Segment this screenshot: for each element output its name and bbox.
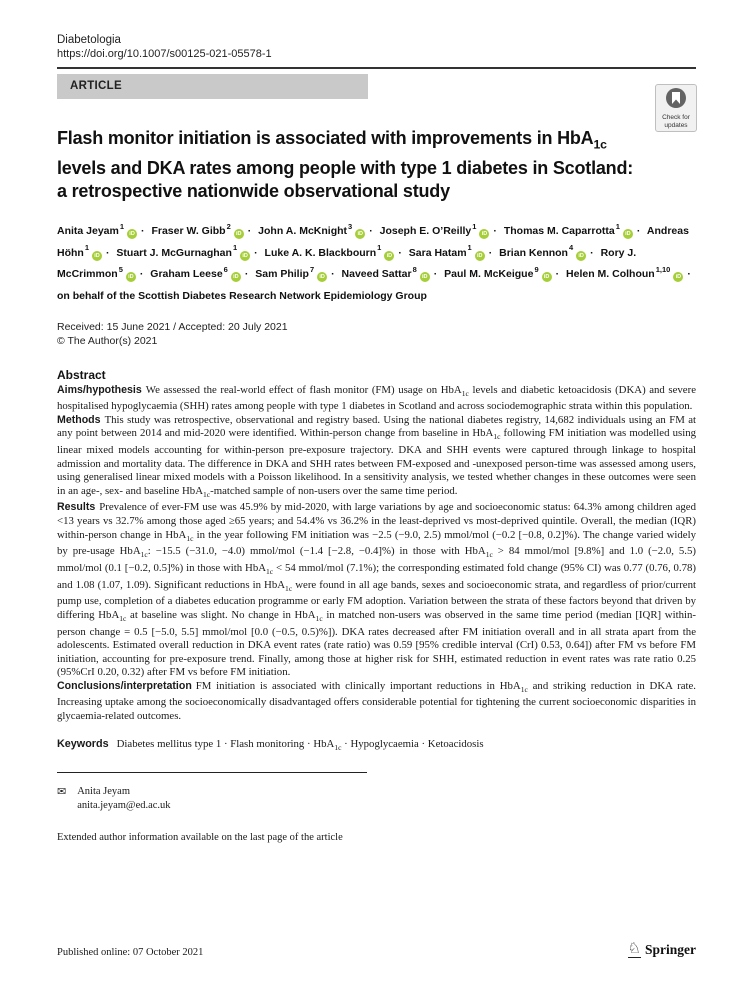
author bbox=[499, 243, 598, 259]
orcid-icon[interactable]: iD bbox=[673, 272, 683, 282]
author-affiliation-number: 1 bbox=[232, 243, 238, 253]
author-separator: · bbox=[636, 225, 641, 238]
orcid-icon[interactable]: iD bbox=[542, 272, 552, 282]
author-affiliation-number: 1 bbox=[119, 221, 125, 231]
author bbox=[264, 243, 406, 259]
author-name: Brian Kennon bbox=[499, 246, 568, 259]
author-affiliation-number: 2 bbox=[226, 221, 231, 231]
journal-name: Diabetologia bbox=[57, 34, 121, 46]
author-name: Stuart J. McGurnaghan bbox=[116, 246, 232, 259]
keywords-list: Diabetes mellitus type 1 · Flash monitoring · HbA$_{1c}$ · Hypoglycaemia · Ketoacidosis bbox=[116, 737, 484, 752]
orcid-icon[interactable]: iD bbox=[127, 229, 137, 239]
author bbox=[341, 264, 442, 281]
author-separator: · bbox=[254, 246, 258, 259]
author-name: Graham Leese bbox=[150, 268, 223, 281]
abstract-aims-text: We assessed the real-world effect of flash monitor (FM) usage on HbA$_{1c}$ levels and diabetic ketoacidosis (DKA) and severe hospitalised hypoglycaemia (SHH) rates among people with type 1 diabetes in Scotland and across sociodemographic strata within this population. bbox=[57, 383, 696, 413]
author-affiliation-number: 3 bbox=[348, 221, 353, 231]
author-name: Andreas Höhn bbox=[57, 225, 689, 259]
author-affiliation-number: 1 bbox=[472, 221, 477, 231]
copyright-line: © The Author(s) 2021 bbox=[57, 334, 158, 347]
published-online-date: Published online: 07 October 2021 bbox=[57, 947, 204, 958]
springer-horse-icon: ♘ bbox=[627, 941, 641, 957]
author-name: Thomas M. Caparrotta bbox=[503, 225, 615, 238]
orcid-icon[interactable]: iD bbox=[92, 251, 102, 261]
orcid-icon[interactable]: iD bbox=[420, 272, 430, 282]
author-separator: · bbox=[141, 225, 145, 238]
author-name: Paul M. McKeigue bbox=[444, 268, 534, 281]
author-separator: · bbox=[687, 268, 691, 281]
orcid-icon[interactable]: iD bbox=[317, 272, 327, 282]
page-header bbox=[57, 34, 696, 129]
author-name: Joseph E. O’Reilly bbox=[379, 225, 472, 238]
article-history bbox=[57, 320, 696, 348]
author-separator: · bbox=[369, 225, 373, 238]
page-footer bbox=[57, 942, 696, 958]
abstract-heading: Abstract bbox=[57, 367, 106, 382]
author-affiliation-number: 1 bbox=[467, 243, 472, 253]
author-list bbox=[57, 219, 696, 305]
abstract-conclusions-text: FM initiation is associated with clinically important reductions in HbA$_{1c}$ and striking reduction in DKA rate. Increasing uptake among the socioeconomically disadvantaged offers considerable potential for tightening the current socioeconomic disparities in glycaemia-related outcomes. bbox=[57, 679, 696, 723]
bookmark-icon bbox=[666, 88, 686, 108]
author-name: Luke A. K. Blackbourn bbox=[264, 246, 377, 259]
author bbox=[408, 243, 496, 259]
check-updates-label bbox=[658, 114, 694, 129]
orcid-icon[interactable]: iD bbox=[475, 251, 485, 261]
author-separator: · bbox=[244, 268, 249, 281]
check-for-updates-button[interactable] bbox=[655, 84, 697, 132]
author-name: John A. McKnight bbox=[258, 225, 348, 238]
author bbox=[258, 221, 377, 238]
author bbox=[151, 221, 255, 238]
article-title: Flash monitor initiation is associated with improvements in HbA$_{1c}$ levels and DKA rates among people with type 1 diabetes in Scotland: a retrospective nationwide observational study bbox=[57, 128, 634, 201]
author-name: Sam Philip bbox=[255, 268, 309, 281]
author bbox=[150, 264, 252, 281]
author-name: on behalf of the Scottish Diabetes Research Network Epidemiology Group bbox=[57, 289, 427, 302]
abstract-methods-text: This study was retrospective, observational and registry based. Using the national diabetes registry, 14,682 individuals using an FM at any point between 2014 and mid-2020 were identified. Within-person change from baseline in HbA$_{1c}$ following FM initiation was modelled using linear mixed models accounting for within-person pre-exposure trajectory. DKA and SHH events were captured through linkage to hospital admission and mortality data. The difference in DKA and SHH rates between FM-exposed and -unexposed person-time was assessed among users, using generalised linear mixed models with a Poisson likelihood. In a sensitivity analysis, we tested whether changes in these outcomes were seen in an age-, sex- and baseline HbA$_{1c}$-matched sample of non-users over the same time period. bbox=[57, 413, 696, 499]
author-separator: · bbox=[106, 246, 110, 259]
author-affiliation-number: 1,10 bbox=[655, 264, 671, 274]
check-updates-line1: Check for bbox=[662, 114, 690, 121]
correspondence-block bbox=[57, 785, 696, 813]
received-accepted-line: Received: 15 June 2021 / Accepted: 20 July 2021 bbox=[57, 320, 288, 333]
author-separator: · bbox=[139, 268, 144, 281]
author-affiliation-number: 8 bbox=[412, 264, 417, 274]
author-affiliation-number: 4 bbox=[568, 243, 574, 253]
abstract-results-paragraph bbox=[57, 501, 696, 679]
keywords-line bbox=[57, 738, 696, 752]
author-separator: · bbox=[590, 246, 594, 259]
abstract-body bbox=[57, 384, 696, 724]
author-affiliation-number: 5 bbox=[118, 264, 123, 274]
footnote-separator bbox=[57, 772, 367, 773]
author bbox=[57, 221, 149, 238]
abstract-results-label: Results bbox=[57, 501, 96, 514]
author bbox=[379, 221, 501, 238]
orcid-icon[interactable]: iD bbox=[623, 229, 633, 239]
header-rule bbox=[57, 67, 696, 69]
author bbox=[57, 290, 436, 302]
author-separator: · bbox=[493, 225, 497, 238]
author bbox=[255, 264, 338, 281]
corresponding-author-email[interactable]: anita.jeyam@ed.ac.uk bbox=[77, 799, 171, 811]
orcid-icon[interactable]: iD bbox=[240, 251, 250, 261]
author-separator: · bbox=[433, 268, 438, 281]
author-separator: · bbox=[247, 225, 252, 238]
orcid-icon[interactable]: iD bbox=[384, 251, 394, 261]
orcid-icon[interactable]: iD bbox=[231, 272, 241, 282]
check-updates-line2: updates bbox=[664, 121, 688, 129]
envelope-icon: ✉ bbox=[57, 785, 67, 798]
author-separator: · bbox=[331, 268, 335, 281]
author bbox=[444, 264, 563, 281]
author-name: Sara Hatam bbox=[408, 246, 467, 259]
author-separator: · bbox=[488, 246, 493, 259]
keywords-label: Keywords bbox=[57, 737, 109, 750]
abstract-aims-label: Aims/hypothesis bbox=[57, 383, 142, 396]
correspondence-details bbox=[77, 785, 170, 813]
author-affiliation-number: 9 bbox=[534, 264, 539, 274]
orcid-icon[interactable]: iD bbox=[576, 251, 586, 261]
orcid-icon[interactable]: iD bbox=[355, 229, 365, 239]
abstract-methods-label: Methods bbox=[57, 413, 101, 426]
abstract-methods-paragraph bbox=[57, 414, 696, 502]
author-separator: · bbox=[555, 268, 560, 281]
author bbox=[503, 221, 645, 238]
author-name: Anita Jeyam bbox=[57, 225, 119, 238]
author-affiliation-number: 1 bbox=[84, 243, 89, 253]
corresponding-author-name: Anita Jeyam bbox=[77, 785, 130, 797]
author bbox=[566, 264, 695, 281]
abstract-aims-paragraph bbox=[57, 384, 696, 414]
orcid-icon[interactable]: iD bbox=[126, 272, 136, 282]
abstract-conclusions-paragraph bbox=[57, 680, 696, 724]
springer-logo bbox=[628, 942, 696, 958]
author-affiliation-number: 7 bbox=[309, 264, 315, 274]
author-name: Helen M. Colhoun bbox=[566, 268, 655, 281]
author-name: Rory J. McCrimmon bbox=[57, 246, 637, 281]
springer-wordmark: Springer bbox=[644, 942, 696, 957]
abstract-conclusions-label: Conclusions/interpretation bbox=[57, 679, 192, 692]
doi-link[interactable]: https://doi.org/10.1007/s00125-021-05578-1 bbox=[57, 48, 272, 60]
author-name: Naveed Sattar bbox=[341, 268, 412, 281]
abstract-results-text: Prevalence of ever-FM use was 45.9% by mid-2020, with large variations by age and socioeconomic status: 64.3% among children aged <13 years vs 32.7% among those aged ≥65 years; and 54.4% vs 36.2% in the least-deprived vs most-deprived quintile. Overall, the median (IQR) within-person change in HbA$_{1c}$ in the year following FM initiation was −2.5 (−9.0, 2.5) mmol/mol (−0.2 [−0.8, 0.2]%). The change varied widely by pre-usage HbA$_{1c}$: −15.5 (−31.0, −4.0) mmol/mol (−1.4 [−2.8, −0.4]%) in those with HbA$_{1c}$ > 84 mmol/mol [9.8%] and 1.0 (−2.0, 5.5) mmol/mol (0.1 [−0.2, 0.5]%) in those with HbA$_{1c}$ < 54 mmol/mol (7.1%); the corresponding estimated fold change (95% CI) was 0.77 (0.76, 0.78) and 1.08 (1.07, 1.09). Significant reductions in HbA$_{1c}$ were found in all age bands, sexes and socioeconomic strata, and regardless of prior/current pump use, completion of a diabetes education programme or early FM adoption. Variation between the strata of these factors beyond that driven by differing HbA$_{1c}$ at baseline was slight. No change in HbA$_{1c}$ in matched non-users was observed in the same time period (median [IQR] within-person change = 0.5 [−5.0, 5.5] mmol/mol [0.0 (−0.5, 0.5)%]). DKA rates decreased after FM initiation overall and in all strata apart from the adolescents. Estimated overall reduction in DKA event rates (rate ratio) was 0.59 [95% credible interval (CrI) 0.53, 0.64]) after FM vs before FM initiation, accounting for pre-exposure trend. Finally, among those at higher risk for SHH, estimated reduction in event rates was rate ratio 0.25 (95%CrI 0.20, 0.32) after FM vs before FM initiation. bbox=[57, 501, 697, 679]
author bbox=[116, 243, 261, 259]
orcid-icon[interactable]: iD bbox=[479, 229, 489, 239]
author-separator: · bbox=[398, 246, 402, 259]
extended-author-info-note: Extended author information available on the last page of the article bbox=[57, 831, 343, 843]
author-affiliation-number: 1 bbox=[615, 221, 620, 231]
author-affiliation-number: 6 bbox=[223, 264, 228, 274]
author-name: Fraser W. Gibb bbox=[151, 225, 226, 238]
article-type-badge: ARTICLE bbox=[57, 74, 368, 99]
author-affiliation-number: 1 bbox=[377, 243, 382, 253]
bookmark-glyph bbox=[672, 92, 680, 104]
orcid-icon[interactable]: iD bbox=[234, 229, 244, 239]
